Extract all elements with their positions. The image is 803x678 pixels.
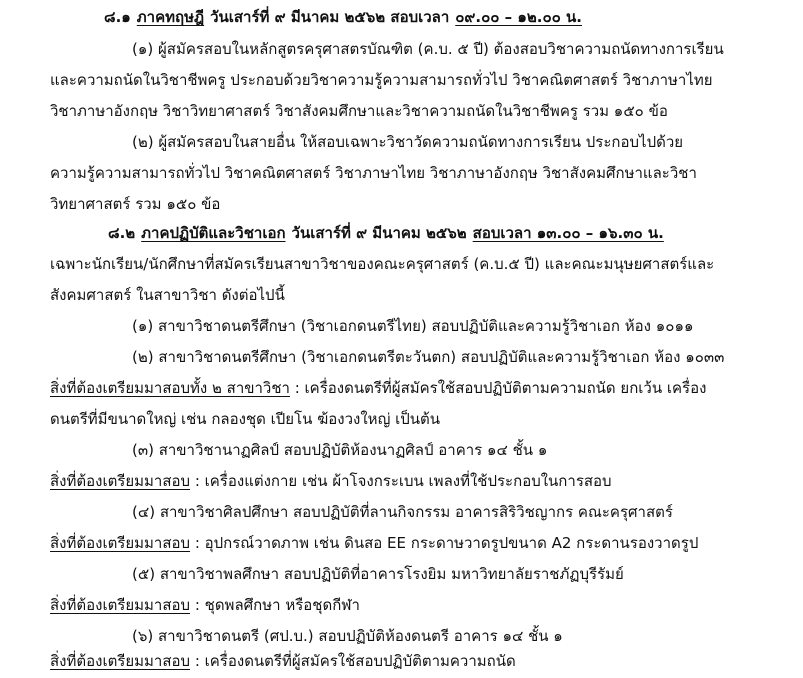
major-item: (๔) สาขาวิชาศิลปศึกษา สอบปฏิบัติที่ลานกิจกรรม อาคารสิริวิชญากร คณะครุศาสตร์ [132, 503, 673, 521]
prep-label: สิ่งที่ต้องเตรียมมาสอบ [50, 472, 191, 490]
section-number: ๘.๑ [104, 8, 131, 26]
section-8-1-heading [104, 6, 582, 34]
paragraph-line: วิทยาศาสตร์ รวม ๑๕๐ ข้อ [50, 195, 221, 213]
prep-text: : เครื่องดนตรีที่ผู้สมัครใช้สอบปฏิบัติตามความถนัด ยกเว้น เครื่อง [289, 379, 707, 397]
section-title: ภาคปฏิบัติและวิชาเอก [141, 224, 286, 242]
prep-label: สิ่งที่ต้องเตรียมมาสอบทั้ง ๒ สาขาวิชา [50, 379, 290, 397]
prep-text: : เครื่องแต่งกาย เช่น ผ้าโจงกระเบน เพลงที่ใช้ประกอบในการสอบ [190, 472, 612, 490]
prep-text: : อุปกรณ์วาดภาพ เช่น ดินสอ EE กระดาษวาดรูปขนาด A2 กระดานรองวาดรูป [190, 534, 699, 552]
prep-line [50, 377, 706, 405]
paragraph-line: สังคมศาสตร์ ในสาขาวิชา ดังต่อไปนี้ [50, 286, 285, 304]
paragraph-line: (๑) ผู้สมัครสอบในหลักสูตรครุศาสตรบัณฑิต (ค.บ. ๕ ปี) ต้องสอบวิชาความถนัดทางการเรียน [132, 40, 724, 58]
prep-label: สิ่งที่ต้องเตรียมมาสอบ [50, 534, 191, 552]
section-time: สอบเวลา ๑๓.๐๐ – ๑๖.๓๐ น. [472, 224, 664, 242]
section-number: ๘.๒ [108, 224, 136, 242]
paragraph-line: เฉพาะนักเรียน/นักศึกษาที่สมัครเรียนสาขาวิชาของคณะครุศาสตร์ (ค.บ.๕ ปี) และคณะมนุษยศาสตร์และ [50, 255, 715, 273]
section-date: วันเสาร์ที่ ๙ มีนาคม ๒๕๖๒ [291, 224, 467, 242]
prep-line: ดนตรีที่มีขนาดใหญ่ เช่น กลองชุด เปียโน ฆ้องวงใหญ่ เป็นต้น [50, 410, 441, 428]
major-item: (๖) สาขาวิชาดนตรี (ศป.บ.) สอบปฏิบัติห้องดนตรี อาคาร ๑๔ ชั้น ๑ [132, 627, 563, 645]
prep-line [50, 470, 612, 498]
major-item: (๕) สาขาวิชาพลศึกษา สอบปฏิบัติที่อาคารโรงยิม มหาวิทยาลัยราชภัฏบุรีรัมย์ [132, 565, 624, 583]
prep-text: : ชุดพลศึกษา หรือชุดกีฬา [190, 596, 360, 614]
prep-line [50, 532, 698, 560]
paragraph-line: ความรู้ความสามารถทั่วไป วิชาคณิตศาสตร์ วิชาภาษาไทย วิชาภาษาอังกฤษ วิชาสังคมศึกษาและวิชา [50, 164, 697, 182]
section-time: ๐๙.๐๐ – ๑๒.๐๐ น. [455, 8, 582, 26]
prep-label: สิ่งที่ต้องเตรียมมาสอบ [50, 652, 191, 670]
prep-label: สิ่งที่ต้องเตรียมมาสอบ [50, 596, 191, 614]
major-item: (๒) สาขาวิชาดนตรีศึกษา (วิชาเอกดนตรีตะวันตก) สอบปฏิบัติและความรู้วิชาเอก ห้อง ๑๐๓๓ [132, 348, 725, 366]
section-8-2-heading [108, 222, 664, 250]
paragraph-line: (๒) ผู้สมัครสอบในสายอื่น ให้สอบเฉพาะวิชาวัดความถนัดทางการเรียน ประกอบไปด้วย [132, 133, 684, 151]
prep-text: : เครื่องดนตรีที่ผู้สมัครใช้สอบปฏิบัติตามความถนัด [190, 652, 516, 670]
paragraph-line: และความถนัดในวิชาชีพครู ประกอบด้วยวิชาความรู้ความสามารถทั่วไป วิชาคณิตศาสตร์ วิชาภาษาไทย [50, 71, 713, 89]
major-item: (๑) สาขาวิชาดนตรีศึกษา (วิชาเอกดนตรีไทย) สอบปฏิบัติและความรู้วิชาเอก ห้อง ๑๐๑๑ [132, 317, 694, 335]
paragraph-line: วิชาภาษาอังกฤษ วิชาวิทยาศาสตร์ วิชาสังคมศึกษาและวิชาความถนัดในวิชาชีพครู รวม ๑๕๐ ข้อ [50, 102, 668, 120]
section-title: ภาคทฤษฎี [136, 8, 205, 26]
major-item: (๓) สาขาวิชานาฏศิลป์ สอบปฏิบัติห้องนาฏศิลป์ อาคาร ๑๔ ชั้น ๑ [132, 441, 548, 459]
section-date: วันเสาร์ที่ ๙ มีนาคม ๒๕๖๒ สอบเวลา [210, 8, 450, 26]
prep-line [50, 594, 360, 622]
